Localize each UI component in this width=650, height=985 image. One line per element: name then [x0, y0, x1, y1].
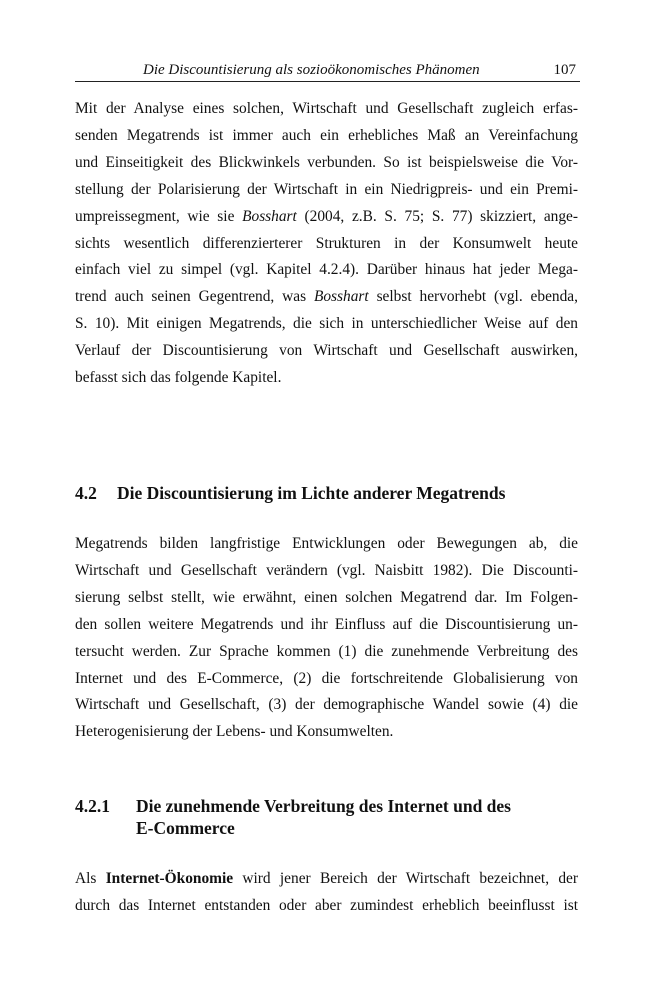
author-name: Bosshart: [313, 288, 369, 306]
text-line: Verlauf der Discountisierung von Wirtschaft und Gesellschaft auswirken,: [75, 342, 578, 360]
text-line: umpreissegment, wie sie Bosshart (2004, z.B. S. 75; S. 77) skizziert, ange-: [75, 207, 578, 225]
text-line: durch das Internet entstanden oder aber zumindest erheblich beeinflusst ist: [75, 896, 578, 914]
key-term: Internet-Ökonomie: [105, 870, 234, 887]
text-line: trend auch seinen Gegentrend, was Bosshart selbst hervorhebt (vgl. ebenda,: [75, 288, 578, 306]
text-line: stellung der Polarisierung der Wirtschaft in ein Niedrigpreis- und ein Premi-: [75, 180, 578, 198]
text-line: Internet und des E-Commerce, (2) die fortschreitende Globalisierung von: [75, 669, 578, 687]
text-line: tersucht werden. Zur Sprache kommen (1) die zunehmende Verbreitung des: [75, 642, 578, 660]
paragraph-intro: [75, 96, 578, 392]
text-line: einfach viel zu simpel (vgl. Kapitel 4.2.4). Darüber hinaus hat jeder Mega-: [75, 261, 578, 279]
section-title-line2: E-Commerce: [136, 818, 235, 838]
text-line: und Einseitigkeit des Blickwinkels verbunden. So ist beispielsweise die Vor-: [75, 153, 578, 171]
running-title: Die Discountisierung als sozioökonomisches Phänomen: [143, 62, 480, 78]
text-line: Als Internet-Ökonomie wird jener Bereich der Wirtschaft bezeichnet, der: [75, 870, 578, 887]
text-line: S. 10). Mit einigen Megatrends, die sich in unterschiedlicher Weise auf den: [75, 315, 578, 333]
section-title-line1: Die zunehmende Verbreitung des Internet und des: [136, 796, 511, 816]
section-number: 4.2.1: [75, 796, 110, 816]
text-line: Wirtschaft und Gesellschaft, (3) der demographische Wandel sowie (4) die: [75, 696, 578, 714]
section-number: 4.2: [75, 483, 97, 503]
paragraph-internet-oekonomie: [75, 866, 578, 920]
header-rule: [75, 81, 580, 82]
running-header: [75, 62, 580, 82]
text-line: sierung selbst stellt, wie erwähnt, einen solchen Megatrend dar. Im Folgen-: [75, 588, 578, 606]
text-line: senden Megatrends ist immer auch ein erhebliches Maß an Vereinfachung: [75, 126, 578, 144]
section-title: Die Discountisierung im Lichte anderer Megatrends: [117, 483, 506, 503]
text-line: Megatrends bilden langfristige Entwicklungen oder Bewegungen ab, die: [75, 535, 578, 552]
text-line: Mit der Analyse eines solchen, Wirtschaft und Gesellschaft zugleich erfas-: [75, 100, 578, 117]
text-line: sichts wesentlich differenzierterer Strukturen in der Konsumwelt heute: [75, 234, 578, 252]
text-line: befasst sich das folgende Kapitel.: [75, 369, 282, 387]
text-line: Wirtschaft und Gesellschaft verändern (vgl. Naisbitt 1982). Die Discounti-: [75, 561, 578, 579]
text-line: den sollen weitere Megatrends und ihr Einfluss auf die Discountisierung un-: [75, 615, 578, 633]
page-number: 107: [553, 62, 576, 78]
text-line: Heterogenisierung der Lebens- und Konsumwelten.: [75, 723, 394, 741]
section-title: [136, 795, 511, 839]
author-name: Bosshart: [242, 207, 297, 225]
paragraph-megatrends: [75, 531, 578, 746]
